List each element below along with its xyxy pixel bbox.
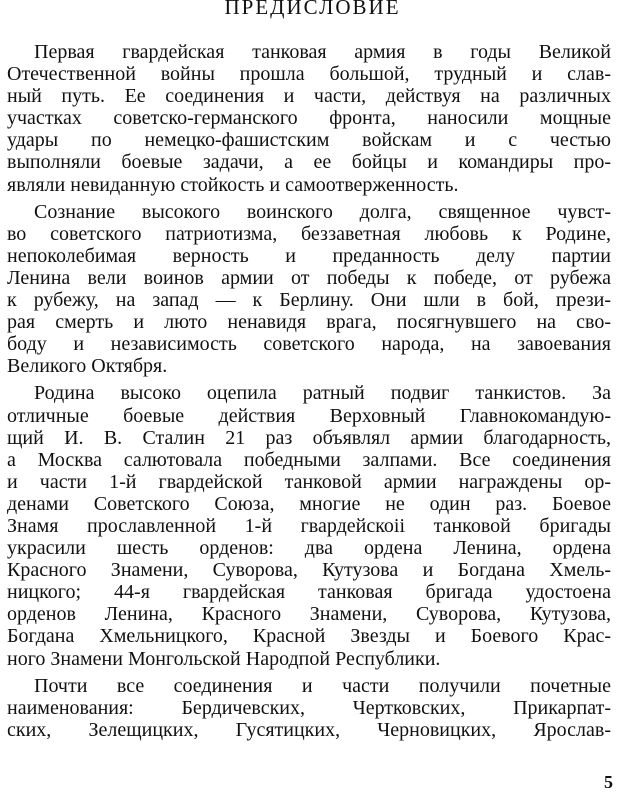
text-line: Красного Знамени, Суворова, Кутузова и Богдана Хмель-	[7, 559, 611, 582]
text-line: Сознание высокого воинского долга, священное чувст-	[34, 200, 611, 223]
paragraph-3	[7, 382, 611, 669]
text-line: во советского патриотизма, беззаветная любовь к Родине,	[7, 222, 611, 245]
text-line: Почти все соединения и части получили почетные	[34, 674, 611, 697]
text-line: Первая гвардейская танковая армия в годы Великой	[34, 41, 611, 63]
text-line: Знамя прославленной 1-й гвардейскоіі танковой бригады	[7, 514, 611, 537]
text-line: украсили шесть орденов: два ордена Ленина, ордена	[7, 537, 611, 560]
page-heading: ПРЕДИСЛОВИЕ	[224, 0, 401, 19]
text-line: ских, Зелещицких, Гусятицких, Черновицких, Ярослав-	[7, 718, 611, 741]
page-number: 5	[604, 772, 613, 792]
paragraph-2	[7, 201, 611, 378]
body-text	[7, 41, 611, 746]
paragraph-1	[7, 41, 611, 196]
text-line: выполняли боевые задачи, а ее бойцы и командиры про-	[7, 151, 611, 174]
text-line: участках советско-германского фронта, наносили мощные	[7, 107, 611, 130]
text-line: щий И. В. Сталин 21 раз объявлял армии благодарность,	[7, 426, 611, 449]
paragraph-4	[7, 675, 611, 741]
text-line: орденов Ленина, Красного Знамени, Суворова, Кутузова,	[7, 603, 611, 626]
text-line: Отечественной войны прошла большой, трудный и слав-	[7, 63, 611, 86]
text-line: денами Советского Союза, многие не один раз. Боевое	[7, 492, 611, 515]
text-line: наименования: Бердичевских, Чертковских, Прикарпат-	[7, 696, 611, 719]
text-line: а Москва салютовала победными залпами. Все соединения	[7, 448, 611, 471]
text-line: непоколебимая верность и преданность делу партии	[7, 244, 611, 267]
text-line: Родина высоко оцепила ратный подвиг танкистов. За	[34, 382, 611, 405]
text-line: являли невиданную стойкость и самоотверженность.	[7, 173, 459, 196]
text-line: ного Знамени Монгольской Народпой Республики.	[7, 647, 441, 670]
text-line: и части 1-й гвардейской танковой армии награждены ор-	[7, 470, 611, 493]
text-line: боду и независимость советского народа, на завоевания	[7, 333, 611, 356]
text-line: отличные боевые действия Верховный Главнокомандую-	[7, 404, 611, 427]
text-line: Богдана Хмельницкого, Красной Звезды и Боевого Крас-	[7, 625, 611, 648]
text-line: удары по немецко-фашистским войскам и с честью	[7, 129, 611, 152]
text-line: ницкого; 44-я гвардейская танковая бригада удостоена	[7, 581, 611, 604]
text-line: Ленина вели воинов армии от победы к победе, от рубежа	[7, 266, 611, 289]
text-line: рая смерть и люто ненавидя врага, посягнувшего на сво-	[7, 311, 611, 334]
text-line: ный путь. Ее соединения и части, действуя на различных	[7, 85, 611, 108]
text-line: к рубежу, на запад — к Берлину. Они шли в бой, прези-	[7, 289, 611, 312]
text-line: Великого Октября.	[7, 355, 168, 378]
